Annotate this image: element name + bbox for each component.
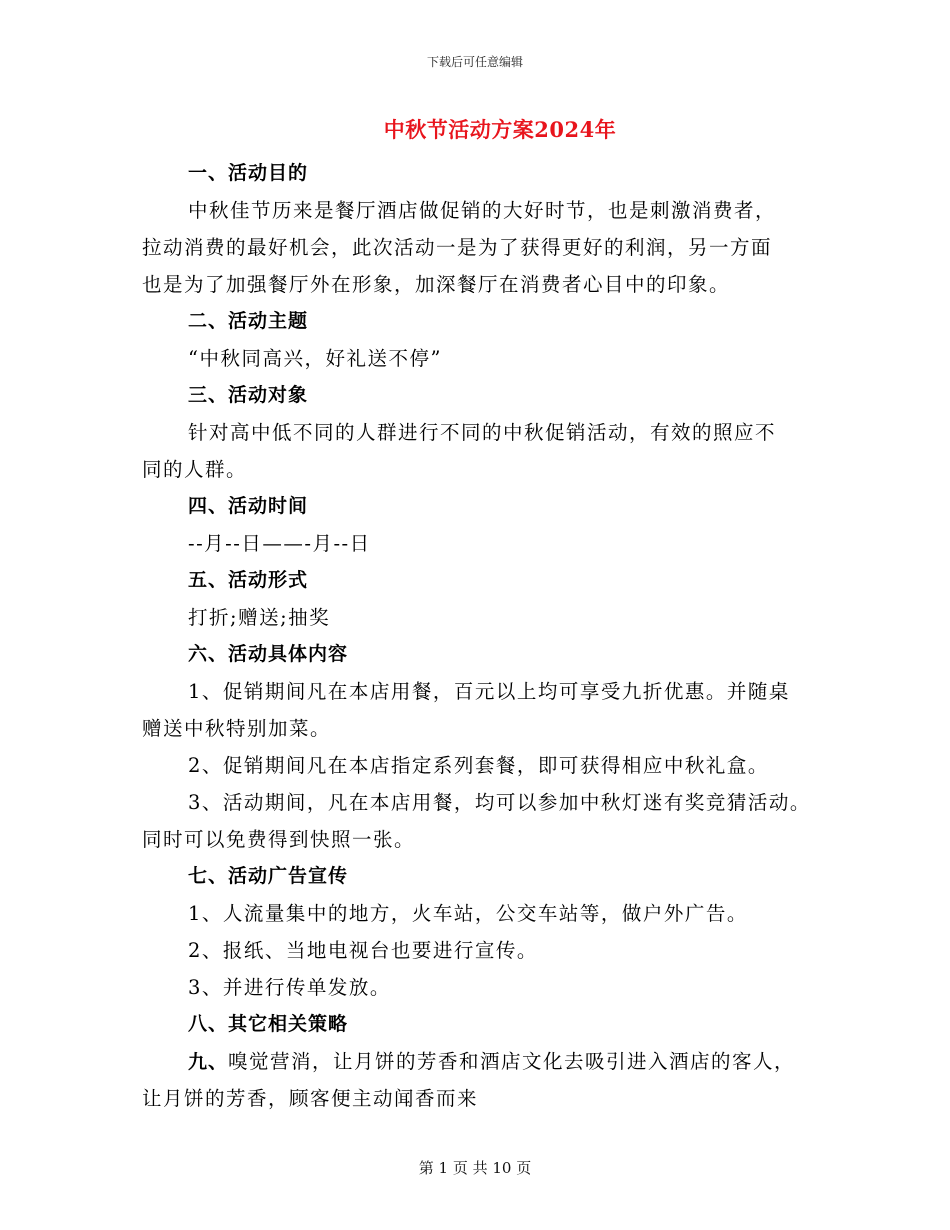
- paragraph-line: 同的人群。: [142, 458, 248, 481]
- list-item: 1、促销期间凡在本店用餐，百元以上均可享受九折优惠。并随桌: [188, 680, 790, 703]
- paragraph-line: [188, 1046, 795, 1074]
- paragraph-line: 拉动消费的最好机会，此次活动一是为了获得更好的利润，另一方面: [142, 236, 773, 259]
- document-title: 中秋节活动方案2024年: [383, 117, 617, 142]
- list-item: 3、活动期间，凡在本店用餐，均可以参加中秋灯迷有奖竞猜活动。: [188, 791, 811, 814]
- section-heading-strategies: 八、其它相关策略: [188, 1013, 349, 1035]
- list-item: 2、促销期间凡在本店指定系列套餐，即可获得相应中秋礼盒。: [188, 754, 769, 777]
- paragraph-line: 让月饼的芳香，顾客便主动闻香而来: [142, 1087, 479, 1110]
- header-note: 下载后可任意编辑: [426, 55, 523, 69]
- section-number-nine: 九、: [188, 1051, 229, 1073]
- list-item: 3、并进行传单发放。: [188, 976, 391, 999]
- paragraph-line: 中秋佳节历来是餐厅酒店做促销的大好时节，也是刺激消费者，: [188, 199, 777, 222]
- paragraph-line: “中秋同高兴，好礼送不停”: [188, 347, 442, 370]
- section-heading-content: 六、活动具体内容: [188, 643, 349, 665]
- list-item: 1、人流量集中的地方，火车站，公交车站等，做户外广告。: [188, 902, 748, 925]
- list-item: 赠送中秋特别加菜。: [142, 717, 332, 740]
- list-item: 同时可以免费得到快照一张。: [142, 828, 416, 851]
- paragraph-line: 打折;赠送;抽奖: [188, 606, 331, 629]
- section-heading-audience: 三、活动对象: [188, 384, 309, 406]
- paragraph-text: 嗅觉营消，让月饼的芳香和酒店文化去吸引进入酒店的客人，: [228, 1050, 796, 1073]
- paragraph-line: 针对高中低不同的人群进行不同的中秋促销活动，有效的照应不: [188, 421, 777, 444]
- list-item: 2、报纸、当地电视台也要进行宣传。: [188, 939, 538, 962]
- section-heading-time: 四、活动时间: [188, 495, 309, 517]
- paragraph-line: 也是为了加强餐厅外在形象，加深餐厅在消费者心目中的印象。: [142, 273, 731, 296]
- page-footer: 第 1 页 共 10 页: [418, 1159, 532, 1177]
- section-heading-theme: 二、活动主题: [188, 310, 309, 332]
- paragraph-line: --月--日——-月--日: [188, 532, 371, 555]
- section-heading-format: 五、活动形式: [188, 569, 309, 591]
- section-heading-purpose: 一、活动目的: [188, 162, 309, 184]
- section-heading-advertising: 七、活动广告宣传: [188, 865, 349, 887]
